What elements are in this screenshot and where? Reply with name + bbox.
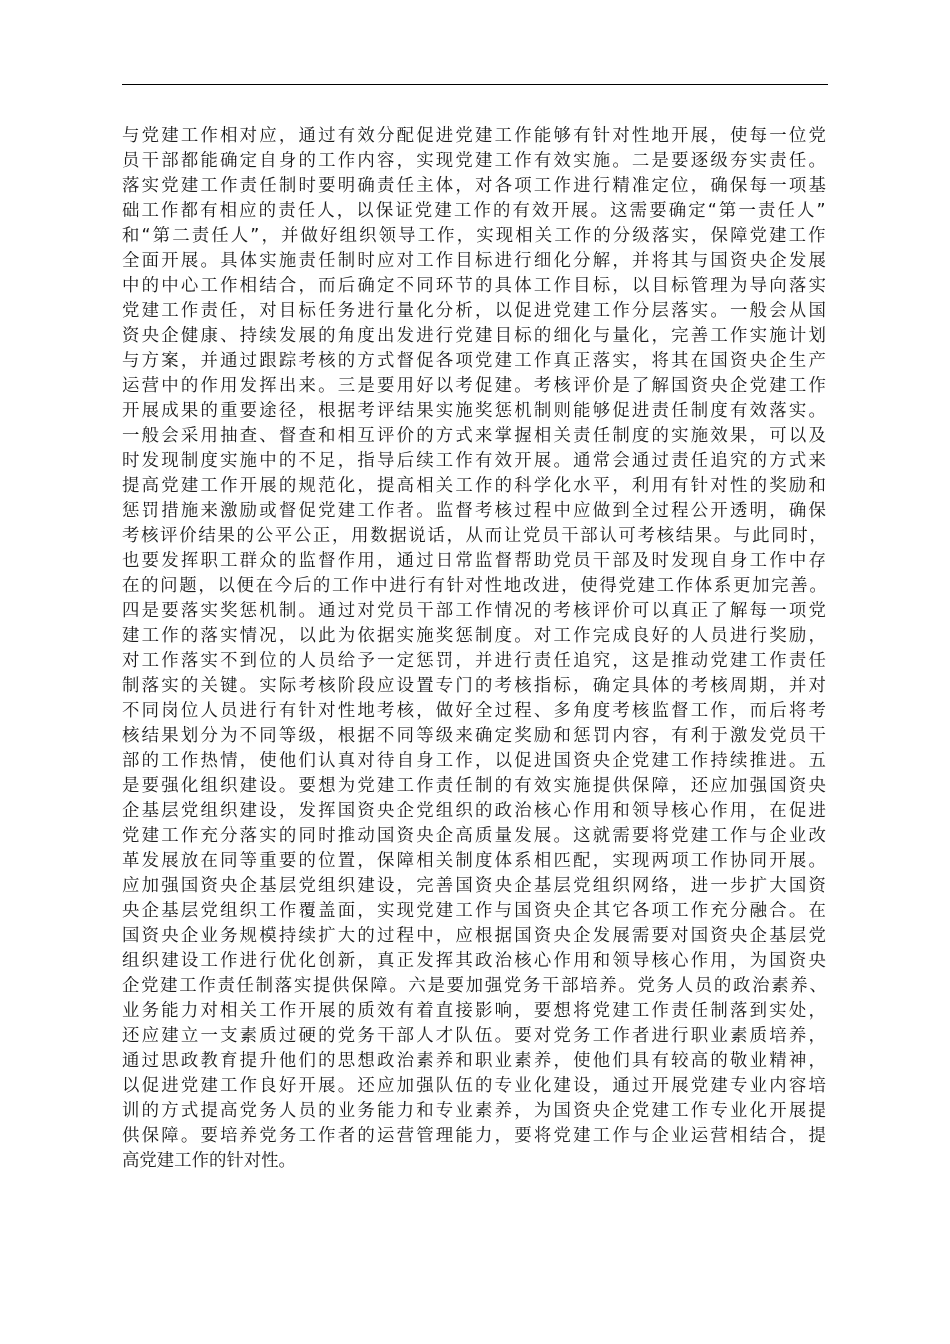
text-line: 与党建工作相对应，通过有效分配促进党建工作能够有针对性地开展，使每一位党 <box>122 126 828 146</box>
text-line: 应加强国资央企基层党组织建设，完善国资央企基层党组织网络，进一步扩大国资 <box>122 876 828 896</box>
text-line: 不同岗位人员进行有针对性地考核，做好全过程、多角度考核监督工作，而后将考 <box>122 701 828 721</box>
text-line: 业务能力对相关工作开展的质效有着直接影响，要想将党建工作责任制落到实处， <box>122 1001 828 1021</box>
text-line: 通过思政教育提升他们的思想政治素养和职业素养，使他们具有较高的敬业精神， <box>122 1051 828 1071</box>
header-rule <box>122 84 828 85</box>
text-line: 运营中的作用发挥出来。三是要用好以考促建。考核评价是了解国资央企党建工作 <box>122 376 828 396</box>
text-line: 提高党建工作开展的规范化，提高相关工作的科学化水平，利用有针对性的奖励和 <box>122 476 828 496</box>
text-line: 部的工作热情，使他们认真对待自身工作，以促进国资央企党建工作持续推进。五 <box>122 751 828 771</box>
text-line: 训的方式提高党务人员的业务能力和专业素养，为国资央企党建工作专业化开展提 <box>122 1101 828 1121</box>
text-line: 落实党建工作责任制时要明确责任主体，对各项工作进行精准定位，确保每一项基 <box>122 176 828 196</box>
text-line: 企党建工作责任制落实提供保障。六是要加强党务干部培养。党务人员的政治素养、 <box>122 976 828 996</box>
text-line: 对工作落实不到位的人员给予一定惩罚，并进行责任追究，这是推动党建工作责任 <box>122 651 828 671</box>
text-line: 和“第二责任人”，并做好组织领导工作，实现相关工作的分级落实，保障党建工作 <box>122 226 828 246</box>
text-line: 考核评价结果的公平公正，用数据说话，从而让党员干部认可考核结果。与此同时， <box>122 526 828 546</box>
text-line: 中的中心工作相结合，而后确定不同环节的具体工作目标，以目标管理为导向落实 <box>122 276 828 296</box>
text-line: 础工作都有相应的责任人，以保证党建工作的有效开展。这需要确定“第一责任人” <box>122 201 828 221</box>
text-line: 在的问题，以便在今后的工作中进行有针对性地改进，使得党建工作体系更加完善。 <box>122 576 828 596</box>
text-line: 组织建设工作进行优化创新，真正发挥其政治核心作用和领导核心作用，为国资央 <box>122 951 828 971</box>
text-line: 供保障。要培养党务工作者的运营管理能力，要将党建工作与企业运营相结合，提 <box>122 1126 828 1146</box>
text-line: 开展成果的重要途径，根据考评结果实施奖惩机制则能够促进责任制度有效落实。 <box>122 401 828 421</box>
text-line: 惩罚措施来激励或督促党建工作者。监督考核过程中应做到全过程公开透明，确保 <box>122 501 828 521</box>
text-line: 四是要落实奖惩机制。通过对党员干部工作情况的考核评价可以真正了解每一项党 <box>122 601 828 621</box>
text-line: 央企基层党组织工作覆盖面，实现党建工作与国资央企其它各项工作充分融合。在 <box>122 901 828 921</box>
text-line: 以促进党建工作良好开展。还应加强队伍的专业化建设，通过开展党建专业内容培 <box>122 1076 828 1096</box>
text-line: 国资央企业务规模持续扩大的过程中，应根据国资央企发展需要对国资央企基层党 <box>122 926 828 946</box>
text-line: 建工作的落实情况，以此为依据实施奖惩制度。对工作完成良好的人员进行奖励， <box>122 626 828 646</box>
text-line: 革发展放在同等重要的位置，保障相关制度体系相匹配，实现两项工作协同开展。 <box>122 851 828 871</box>
text-line: 与方案，并通过跟踪考核的方式督促各项党建工作真正落实，将其在国资央企生产 <box>122 351 828 371</box>
text-line: 全面开展。具体实施责任制时应对工作目标进行细化分解，并将其与国资央企发展 <box>122 251 828 271</box>
text-line: 资央企健康、持续发展的角度出发进行党建目标的细化与量化，完善工作实施计划 <box>122 326 828 346</box>
text-line: 企基层党组织建设，发挥国资央企党组织的政治核心作用和领导核心作用，在促进 <box>122 801 828 821</box>
text-line: 高党建工作的针对性。 <box>122 1151 296 1171</box>
body-paragraph <box>122 124 828 1174</box>
text-line: 还应建立一支素质过硬的党务干部人才队伍。要对党务工作者进行职业素质培养， <box>122 1026 828 1046</box>
text-line: 时发现制度实施中的不足，指导后续工作有效开展。通常会通过责任追究的方式来 <box>122 451 828 471</box>
text-line: 一般会采用抽查、督查和相互评价的方式来掌握相关责任制度的实施效果，可以及 <box>122 426 828 446</box>
text-line: 员干部都能确定自身的工作内容，实现党建工作有效实施。二是要逐级夯实责任。 <box>122 151 828 171</box>
text-line: 制落实的关键。实际考核阶段应设置专门的考核指标，确定具体的考核周期，并对 <box>122 676 828 696</box>
text-line: 党建工作充分落实的同时推动国资央企高质量发展。这就需要将党建工作与企业改 <box>122 826 828 846</box>
text-line: 党建工作责任，对目标任务进行量化分析，以促进党建工作分层落实。一般会从国 <box>122 301 828 321</box>
text-line: 也要发挥职工群众的监督作用，通过日常监督帮助党员干部及时发现自身工作中存 <box>122 551 828 571</box>
text-line: 核结果划分为不同等级，根据不同等级来确定奖励和惩罚内容，有利于激发党员干 <box>122 726 828 746</box>
text-line: 是要强化组织建设。要想为党建工作责任制的有效实施提供保障，还应加强国资央 <box>122 776 828 796</box>
